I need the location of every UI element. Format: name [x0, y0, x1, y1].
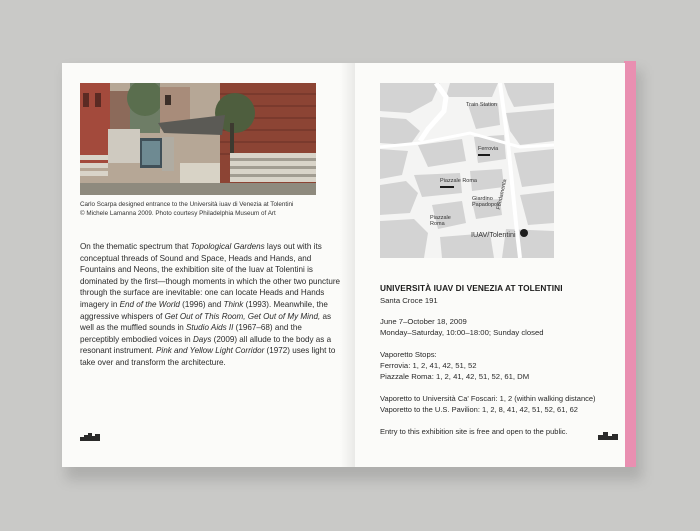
- body-text: as well as the muffled sounds in: [80, 311, 332, 333]
- ferrovia-lines: Ferrovia: 1, 2, 41, 42, 51, 52: [380, 361, 477, 370]
- body-paragraph: [80, 241, 342, 369]
- artwork-title: Think: [223, 299, 244, 309]
- map-label-giardino: Giardino: [472, 196, 493, 202]
- right-page: [355, 63, 625, 467]
- artwork-title: Pink and Yellow Light Corridor: [156, 346, 265, 356]
- body-text: (1972) uses light to take over and transform the architecture.: [80, 346, 336, 367]
- body-text: (2009) all allude to the body as a resonant instrument.: [80, 334, 332, 356]
- entry-note: Entry to this exhibition site is free and open to the public.: [380, 427, 568, 436]
- foscari-vaporetto: Vaporetto to Università Ca' Foscari: 1, 2 (within walking distance): [380, 394, 596, 403]
- page-marker-icon: [80, 433, 100, 441]
- artwork-title: Get Out of This Room, Get Out of My Mind,: [164, 311, 321, 321]
- body-text: On the thematic spectrum that: [80, 242, 191, 251]
- site-map: [380, 83, 554, 258]
- left-page: [62, 63, 355, 467]
- map-label-piazzale-roma-stop: Piazzale Roma: [440, 178, 477, 184]
- entrance-photo: [80, 83, 316, 195]
- artwork-title: Studio Aids II: [186, 323, 234, 333]
- piazzale-roma-lines: Piazzale Roma: 1, 2, 41, 42, 51, 52, 61, DM: [380, 372, 530, 381]
- scarpa-entrance-illustration: [80, 83, 316, 195]
- map-label-tolentini: IUAV/Tolentini: [471, 230, 516, 239]
- map-label-papadopoli: Papadopoli: [472, 202, 500, 208]
- vaporetto-heading: Vaporetto Stops:: [380, 350, 437, 359]
- body-text: (1967–68) and the perceptibly embodied voices in: [80, 323, 302, 344]
- map-label-fondamenta: Fondamenta: [496, 178, 509, 211]
- exhibition-dates: June 7–October 18, 2009: [380, 317, 467, 326]
- artwork-title: End of the World: [119, 299, 180, 309]
- page-marker-icon: [598, 432, 618, 440]
- venue-title: UNIVERSITÀ IUAV DI VENEZIA AT TOLENTINI: [380, 283, 563, 293]
- map-label-ferrovia: Ferrovia: [478, 146, 499, 152]
- body-text: (1996) and: [179, 299, 224, 309]
- opening-hours: Monday–Saturday, 10:00–18:00; Sunday closed: [380, 328, 544, 337]
- caption-line-1: Carlo Scarpa designed entrance to the Università iuav di Venezia at Tolentini: [80, 201, 294, 208]
- venice-street-map: [380, 83, 554, 258]
- map-label-piazzale: Piazzale: [430, 215, 451, 221]
- map-label-train-station: Train Station: [466, 102, 497, 108]
- artwork-title: Days: [192, 334, 212, 344]
- caption-line-2: © Michele Lamanna 2009. Photo courtesy Philadelphia Museum of Art: [80, 210, 276, 217]
- body-text: (1993). Meanwhile, the aggressive whispers of: [80, 299, 328, 321]
- map-label-roma: Roma: [430, 221, 445, 227]
- pavilion-vaporetto: Vaporetto to the U.S. Pavilion: 1, 2, 8, 41, 42, 51, 52, 61, 62: [380, 405, 578, 414]
- photo-caption: [80, 200, 340, 218]
- artwork-title: Topological Gardens: [190, 242, 265, 251]
- body-text: lays out with its conceptual threads of Sound and Space, Heads and Hands, and Fountains and Neons, the exhibition site of the Iuav at Tolentini is dominated by the first—though moments in which the other two puncture through the surface are inevitable: one can locate Heads and Hands imagery in: [80, 242, 341, 309]
- venue-address: Santa Croce 191: [380, 296, 438, 305]
